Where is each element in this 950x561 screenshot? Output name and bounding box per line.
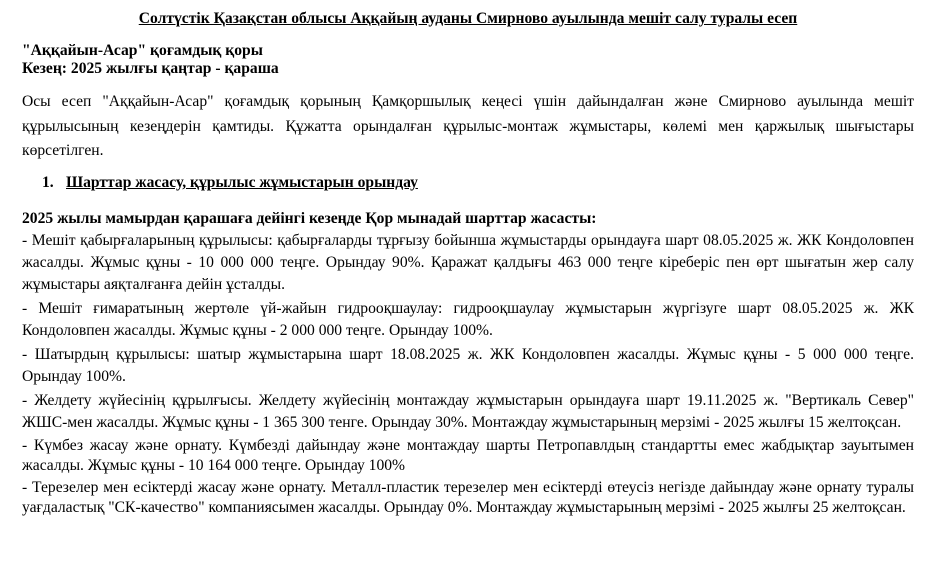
organization-name: "Аққайын-Асар" қоғамдық қоры: [22, 42, 263, 59]
contract-item-dome: - Күмбез жасау және орнату. Күмбезді дайындау және монтаждау шарты Петропавлдың стандартты емес жабдықтар зауытымен жасалды. Жұмыс құны - 10 164 000 теңге. Орындау 100%: [22, 437, 914, 474]
document-meta: [22, 42, 279, 78]
contract-item-ventilation: - Желдету жүйесінің құрылғысы. Желдету жүйесінің монтаждау жұмыстарын орындауға шарт 19.11.2025 ж. "Вертикаль Север" ЖШС-мен жасалды. Жұмыс құны - 1 365 300 тенге. Орындау 30%. Монтаждау жұмыстарының мерзімі - 2025 жылғы 15 желтоқсан.: [22, 392, 914, 431]
document-title: Солтүстік Қазақстан облысы Аққайың ауданы Смирново ауылында мешіт салу туралы есеп: [138, 10, 798, 27]
contract-item-windows-doors: - Терезелер мен есіктерді жасау және орнату. Металл-пластик терезелер мен есіктерді өтеусіз негізде дайындау және орнату туралы уағдаластық "СК-качество" компаниясымен жасалды. Орындау 0%. Монтаждау жұмыстарының мерзімі - 2025 жылғы 25 желтоқсан.: [22, 479, 914, 516]
section-1-number: 1.: [42, 174, 54, 191]
section-1-title: Шарттар жасасу, құрылыс жұмыстарын орындау: [66, 174, 418, 191]
contract-item-roof: - Шатырдың құрылысы: шатыр жұмыстарына шарт 18.08.2025 ж. ЖК Кондоловпен жасалды. Жұмыс құны - 5 000 000 теңге. Орындау 100%.: [22, 346, 914, 385]
section-1-heading: [42, 172, 418, 194]
intro-paragraph: Осы есеп "Аққайын-Асар" қоғамдық қорының Қамқоршылық кеңесі үшін дайындалған және Смирново ауылында мешіт құрылысының кезеңдерін қамтиды. Құжатта орындалған құрылыс-монтаж жұмыстары, көлемі мен қаржылық шығыстары көрсетілген.: [22, 93, 914, 159]
report-period: Кезең: 2025 жылғы қаңтар - қараша: [22, 60, 279, 77]
contracts-period-heading: 2025 жылы мамырдан қарашаға дейінгі кезеңде Қор мынадай шарттар жасасты:: [22, 210, 597, 227]
contracts-list: [22, 230, 914, 518]
contract-item-walls: - Мешіт қабырғаларының құрылысы: қабырғаларды тұрғызу бойынша жұмыстарды орындауға шарт 08.05.2025 ж. ЖК Кондоловпен жасалды. Жұмыс құны - 10 000 000 теңге. Орындау 90%. Қаражат қалдығы 463 000 теңге кіреберіс пен өрт шығатын жер салу жұмыстары аяқталғанға дейін ұсталды.: [22, 232, 914, 293]
contract-item-waterproofing: - Мешіт ғимаратының жертөле үй-жайын гидрооқшаулау: гидрооқшаулау жұмыстарын жүргізуге шарт 08.05.2025 ж. ЖК Кондоловпен жасалды. Жұмыс құны - 2 000 000 теңге. Орындау 100%.: [22, 300, 914, 339]
